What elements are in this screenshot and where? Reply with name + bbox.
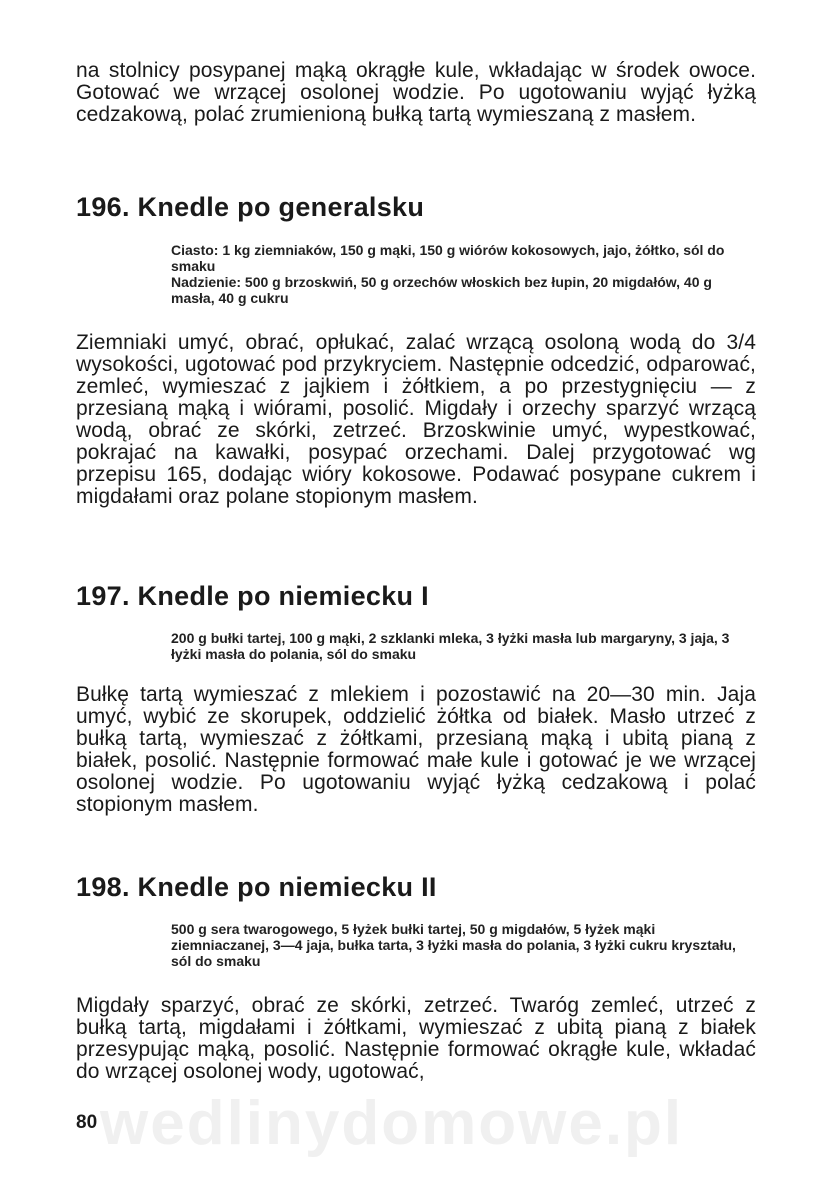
ingredients-dough-label: Ciasto: xyxy=(171,242,219,258)
ingredients-dough-text: 1 kg ziemniaków, 150 g mąki, 150 g wiórów kokosowych, jajo, żółtko, sól do smaku xyxy=(171,242,725,274)
ingredients-filling-text: 500 g brzoskwiń, 50 g orzechów włoskich bez łupin, 20 migdałów, 40 g masła, 40 g cukru xyxy=(171,274,712,306)
recipe-197-heading: 197. Knedle po niemiecku I xyxy=(76,581,429,611)
ingredients-dough xyxy=(171,242,756,274)
recipe-196-instructions: Ziemniaki umyć, obrać, opłukać, zalać wrzącą osoloną wodą do 3/4 wysokości, ugotować pod przykryciem. Następnie odcedzić, odparować, zemleć, wymieszać z jajkiem i żółtkiem, a po przestygnięciu — z przesianą mąką i wiórami, posolić. Migdały i orzechy sparzyć wrzącą wodą, obrać ze skórki, zetrzeć. Brzoskwinie umyć, wypestkować, pokrajać na kawałki, posypać orzechami. Dalej przygotować wg przepisu 165, dodając wióry kokosowe. Podawać posypane cukrem i migdałami oraz polane stopionym masłem. xyxy=(76,331,756,508)
recipe-198-ingredients: 500 g sera twarogowego, 5 łyżek bułki tartej, 50 g migdałów, 5 łyżek mąki ziemniaczanej, 3—4 jaja, bułka tarta, 3 łyżki masła do polania, 3 łyżki cukru kryształu, sól do smaku xyxy=(171,921,736,969)
watermark: wedlinydomowe.pl xyxy=(100,1089,684,1158)
recipe-197-ingredients: 200 g bułki tartej, 100 g mąki, 2 szklanki mleka, 3 łyżki masła lub margaryny, 3 jaja, 3 łyżki masła do polania, sól do smaku xyxy=(171,630,730,662)
ingredients-filling-label: Nadzienie: xyxy=(171,274,242,290)
intro-paragraph: na stolnicy posypanej mąką okrągłe kule, wkładając w środek owoce. Gotować we wrzącej osolonej wodzie. Po ugotowaniu wyjąć łyżką cedzakową, polać zrumienioną bułką tartą wymieszaną z masłem. xyxy=(76,59,756,126)
ingredients-filling xyxy=(171,274,756,306)
recipe-197-instructions: Bułkę tartą wymieszać z mlekiem i pozostawić na 20—30 min. Jaja umyć, wybić ze skorupek, oddzielić żółtka od białek. Masło utrzeć z bułką tartą, wymieszać z żółtkami, przesianą mąką i ubitą pianą z białek, posolić. Następnie formować małe kule i gotować je we wrzącej osolonej wodzie. Po ugotowaniu wyjąć łyżką cedzakową i polać stopionym masłem. xyxy=(76,683,756,816)
recipe-198-heading: 198. Knedle po niemiecku II xyxy=(76,872,437,902)
recipe-196-ingredients xyxy=(171,242,756,306)
recipe-198-instructions: Migdały sparzyć, obrać ze skórki, zetrzeć. Twaróg zemleć, utrzeć z bułką tartą, migdałami i żółtkami, wymieszać z ubitą pianą z białek przesypując mąką, posolić. Następnie formować okrągłe kule, wkładać do wrzącej osolonej wody, ugotować, xyxy=(76,994,756,1083)
recipe-196-heading: 196. Knedle po generalsku xyxy=(76,192,425,222)
page-number: 80 xyxy=(76,1112,98,1133)
